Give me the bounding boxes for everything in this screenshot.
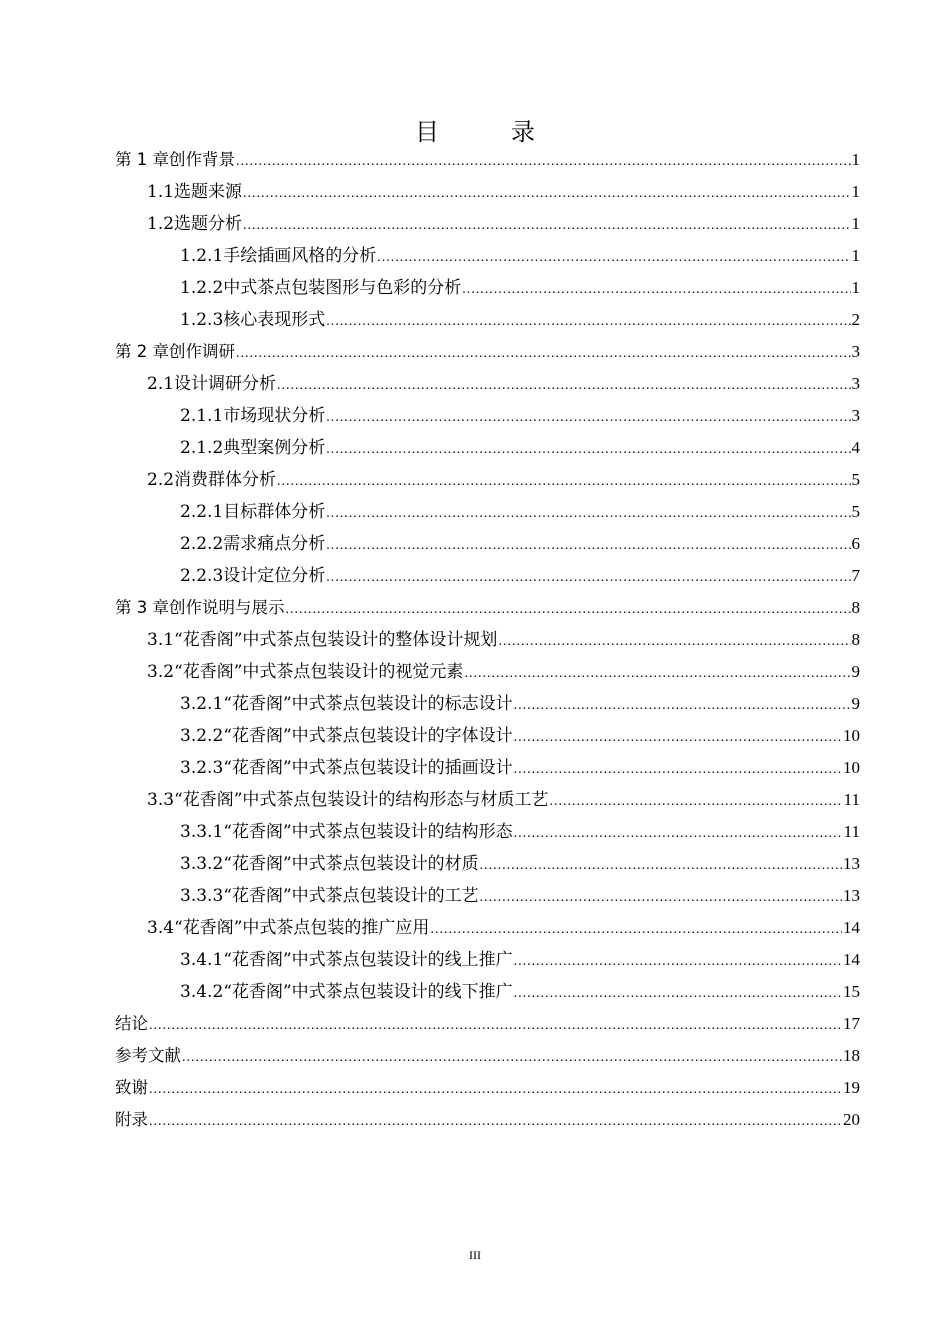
toc-entry-number: 2.1.2 — [180, 438, 224, 458]
toc-entry-number: 3.2.2 — [180, 726, 224, 746]
toc-entry-page: 20 — [843, 1110, 860, 1129]
toc-entry-label: 创作说明与展示 — [169, 598, 285, 617]
toc-entry-page: 3 — [851, 406, 860, 425]
toc-entry-number: 3.4 — [147, 918, 175, 938]
toc-leader-dots — [326, 306, 850, 338]
toc-entry-label: 典型案例分析 — [223, 438, 326, 458]
toc-entry-page: 6 — [851, 534, 860, 553]
toc-leader-dots — [514, 754, 842, 786]
toc-entry-number: 第 2 章 — [115, 342, 169, 361]
toc-entry[interactable] — [115, 624, 860, 656]
toc-entry-page: 5 — [851, 502, 860, 521]
toc-entry-page: 10 — [843, 726, 860, 745]
toc-entry-page: 9 — [851, 662, 860, 681]
toc-leader-dots — [514, 818, 843, 850]
toc-leader-dots — [514, 690, 851, 722]
toc-entry[interactable] — [115, 720, 860, 752]
toc-entry-label: “花香阁”中式茶点包装设计的标志设计 — [223, 694, 513, 714]
toc-entry-number: 2.1.1 — [180, 406, 224, 426]
toc-entry[interactable] — [115, 336, 860, 368]
toc-leader-dots — [326, 530, 850, 562]
toc-entry-number: 3.3.3 — [180, 886, 224, 906]
toc-entry-number: 3.1 — [147, 630, 175, 650]
toc-entry-page: 9 — [851, 694, 860, 713]
toc-entry-label: “花香阁”中式茶点包装设计的插画设计 — [223, 758, 513, 778]
toc-entry-label: “花香阁”中式茶点包装设计的视觉元素 — [174, 662, 464, 682]
toc-entry-number: 3.3.1 — [180, 822, 224, 842]
toc-entry-label: “花香阁”中式茶点包装设计的工艺 — [223, 886, 479, 906]
toc-entry-page: 1 — [851, 278, 860, 297]
toc-entry-number: 3.3 — [147, 790, 175, 810]
toc-entry-number: 2.2.1 — [180, 502, 224, 522]
toc-entry-label: 目标群体分析 — [223, 502, 326, 522]
toc-leader-dots — [277, 466, 850, 498]
toc-entry-label: 致谢 — [115, 1078, 148, 1097]
toc-entry[interactable] — [115, 240, 860, 272]
toc-entry-number: 2.2.3 — [180, 566, 224, 586]
toc-entry-label: 选题分析 — [174, 214, 243, 234]
toc-entry-page: 5 — [851, 470, 860, 489]
toc-entry-page: 11 — [843, 790, 860, 809]
toc-leader-dots — [498, 626, 850, 658]
toc-leader-dots — [514, 722, 842, 754]
toc-entry-number: 第 1 章 — [115, 150, 169, 169]
toc-entry-label: 手绘插画风格的分析 — [223, 246, 377, 266]
toc-leader-dots — [149, 1074, 842, 1106]
toc-leader-dots — [462, 274, 850, 306]
toc-entry-page: 10 — [843, 758, 860, 777]
toc-entry-page: 13 — [843, 854, 860, 873]
toc-entry-label: 设计调研分析 — [174, 374, 277, 394]
toc-leader-dots — [464, 658, 850, 690]
toc-entry-label: “花香阁”中式茶点包装设计的整体设计规划 — [174, 630, 498, 650]
toc-entry-label: 创作调研 — [169, 342, 235, 361]
toc-leader-dots — [236, 338, 851, 370]
toc-entry-label: “花香阁”中式茶点包装设计的线上推广 — [223, 950, 513, 970]
toc-entry-page: 7 — [851, 566, 860, 585]
toc-entry-number: 1.1 — [147, 182, 175, 202]
toc-entry-label: “花香阁”中式茶点包装设计的材质 — [223, 854, 479, 874]
toc-leader-dots — [182, 1042, 842, 1074]
toc-leader-dots — [326, 562, 850, 594]
toc-leader-dots — [277, 370, 850, 402]
toc-entry[interactable] — [115, 752, 860, 784]
toc-entry-number: 2.2.2 — [180, 534, 224, 554]
toc-entry[interactable] — [115, 400, 860, 432]
toc-leader-dots — [430, 914, 842, 946]
toc-entry[interactable] — [115, 592, 860, 624]
toc-entry-number: 1.2.3 — [180, 310, 224, 330]
toc-entry[interactable] — [115, 432, 860, 464]
toc-entry-page: 1 — [851, 150, 860, 169]
toc-entry-label: 中式茶点包装图形与色彩的分析 — [223, 278, 462, 298]
toc-entry[interactable] — [115, 656, 860, 688]
toc-entry-label: “花香阁”中式茶点包装的推广应用 — [174, 918, 430, 938]
toc-entry[interactable] — [115, 784, 860, 816]
toc-entry-label: 选题来源 — [174, 182, 243, 202]
toc-entry-number: 3.4.1 — [180, 950, 224, 970]
toc-leader-dots — [243, 210, 850, 242]
toc-entry-page: 17 — [843, 1014, 860, 1033]
toc-entry-page: 13 — [843, 886, 860, 905]
toc-entry-label: 参考文献 — [115, 1046, 181, 1065]
toc-entry-label: “花香阁”中式茶点包装设计的结构形态与材质工艺 — [174, 790, 549, 810]
toc-entry-number: 2.1 — [147, 374, 175, 394]
toc-entry-label: 核心表现形式 — [223, 310, 326, 330]
toc-entry-label: 需求痛点分析 — [223, 534, 326, 554]
toc-entry[interactable] — [115, 816, 860, 848]
toc-entry[interactable] — [115, 976, 860, 1008]
toc-entry-number: 3.2.1 — [180, 694, 224, 714]
toc-entry[interactable] — [115, 496, 860, 528]
toc-leader-dots — [549, 786, 842, 818]
toc-entry-page: 14 — [843, 918, 860, 937]
toc-entry-number: 1.2.2 — [180, 278, 224, 298]
toc-entry-number: 3.2 — [147, 662, 175, 682]
toc-entry-page: 4 — [851, 438, 860, 457]
toc-entry-page: 2 — [851, 310, 860, 329]
toc-entry[interactable] — [115, 1104, 860, 1136]
toc-entry-label: 创作背景 — [169, 150, 235, 169]
toc-entry-page: 3 — [851, 342, 860, 361]
table-of-contents — [115, 144, 860, 1136]
toc-entry-number: 2.2 — [147, 470, 175, 490]
toc-leader-dots — [377, 242, 850, 274]
toc-leader-dots — [326, 402, 850, 434]
toc-entry-number: 1.2 — [147, 214, 175, 234]
toc-entry-page: 15 — [843, 982, 860, 1001]
toc-entry-label: “花香阁”中式茶点包装设计的结构形态 — [223, 822, 513, 842]
toc-leader-dots — [326, 434, 850, 466]
toc-entry[interactable] — [115, 1040, 860, 1072]
toc-entry-label: 市场现状分析 — [223, 406, 326, 426]
toc-entry[interactable] — [115, 144, 860, 176]
toc-leader-dots — [236, 146, 851, 178]
toc-entry-page: 1 — [851, 246, 860, 265]
toc-entry-number: 3.3.2 — [180, 854, 224, 874]
toc-leader-dots — [326, 498, 850, 530]
toc-leader-dots — [149, 1010, 842, 1042]
toc-entry[interactable] — [115, 304, 860, 336]
toc-entry-label: 附录 — [115, 1110, 148, 1129]
toc-entry-page: 8 — [851, 630, 860, 649]
toc-entry[interactable] — [115, 688, 860, 720]
toc-entry-label: “花香阁”中式茶点包装设计的线下推广 — [223, 982, 513, 1002]
toc-entry[interactable] — [115, 208, 860, 240]
toc-leader-dots — [480, 882, 842, 914]
toc-entry-page: 3 — [851, 374, 860, 393]
toc-entry-number: 第 3 章 — [115, 598, 169, 617]
toc-leader-dots — [243, 178, 850, 210]
toc-entry-page: 1 — [851, 182, 860, 201]
toc-entry[interactable] — [115, 528, 860, 560]
toc-entry[interactable] — [115, 1008, 860, 1040]
toc-leader-dots — [514, 978, 842, 1010]
toc-leader-dots — [149, 1106, 842, 1138]
toc-entry-page: 8 — [851, 598, 860, 617]
toc-entry[interactable] — [115, 464, 860, 496]
toc-entry[interactable] — [115, 368, 860, 400]
toc-leader-dots — [480, 850, 842, 882]
toc-leader-dots — [286, 594, 851, 626]
toc-entry-number: 3.4.2 — [180, 982, 224, 1002]
toc-entry[interactable] — [115, 912, 860, 944]
toc-entry-page: 19 — [843, 1078, 860, 1097]
toc-entry-number: 3.2.3 — [180, 758, 224, 778]
toc-entry-page: 14 — [843, 950, 860, 969]
toc-entry[interactable] — [115, 944, 860, 976]
toc-entry-label: 消费群体分析 — [174, 470, 277, 490]
toc-entry-page: 18 — [843, 1046, 860, 1065]
toc-entry-page: 1 — [851, 214, 860, 233]
page-footer-number: III — [469, 1248, 481, 1262]
toc-entry[interactable] — [115, 1072, 860, 1104]
toc-entry-label: 结论 — [115, 1014, 148, 1033]
toc-entry[interactable] — [115, 848, 860, 880]
toc-entry[interactable] — [115, 560, 860, 592]
toc-leader-dots — [514, 946, 842, 978]
toc-title: 目 录 — [415, 118, 559, 146]
toc-entry[interactable] — [115, 272, 860, 304]
toc-entry-label: 设计定位分析 — [223, 566, 326, 586]
toc-entry[interactable] — [115, 880, 860, 912]
toc-entry-label: “花香阁”中式茶点包装设计的字体设计 — [223, 726, 513, 746]
toc-entry[interactable] — [115, 176, 860, 208]
toc-entry-number: 1.2.1 — [180, 246, 224, 266]
toc-entry-page: 11 — [843, 822, 860, 841]
